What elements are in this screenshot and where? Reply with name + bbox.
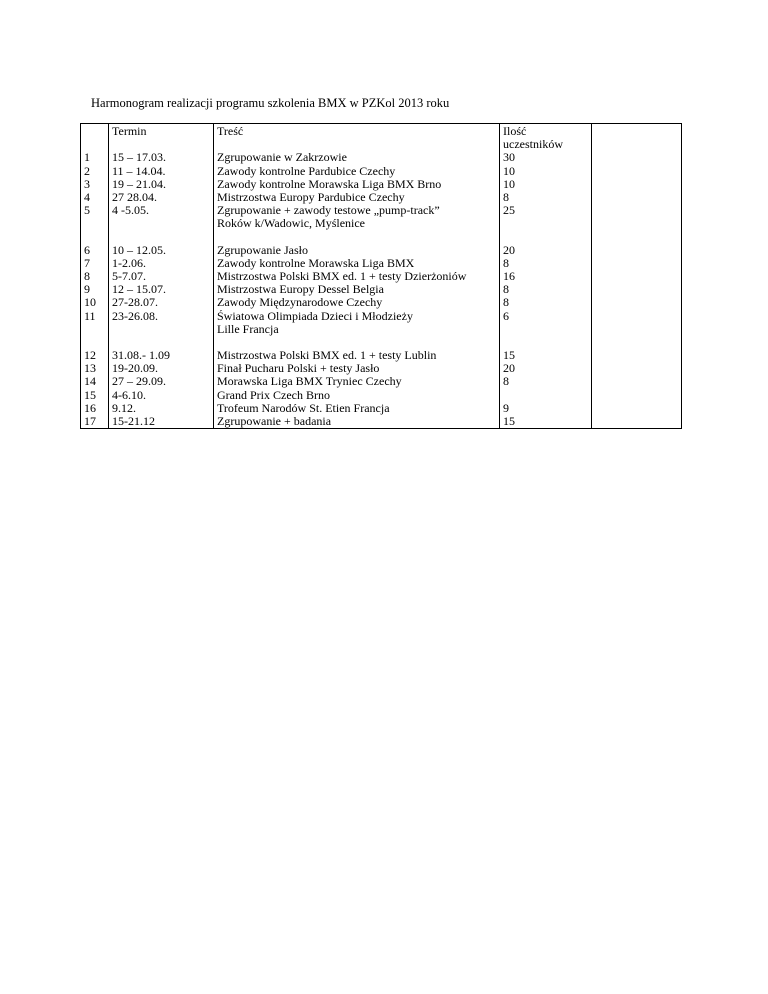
spacer-cell — [81, 231, 109, 244]
row-number: 12 — [81, 349, 109, 362]
row-number: 10 — [81, 296, 109, 309]
row-tresc-line: Mistrzostwa Europy Pardubice Czechy — [217, 191, 405, 205]
table-row — [81, 310, 682, 336]
row-termin: 11 – 14.04. — [109, 165, 214, 178]
row-ilosc: 10 — [500, 178, 592, 191]
row-termin: 19 – 21.04. — [109, 178, 214, 191]
row-extra — [592, 165, 682, 178]
table-row — [81, 257, 682, 270]
spacer-row — [81, 231, 682, 244]
spacer-cell — [214, 231, 500, 244]
row-tresc — [214, 178, 500, 191]
row-extra — [592, 257, 682, 270]
header-no — [81, 124, 109, 152]
row-ilosc: 10 — [500, 165, 592, 178]
row-tresc — [214, 415, 500, 429]
row-tresc — [214, 349, 500, 362]
row-termin: 4 -5.05. — [109, 204, 214, 230]
row-extra — [592, 270, 682, 283]
header-extra — [592, 124, 682, 152]
row-tresc — [214, 402, 500, 415]
row-number: 15 — [81, 389, 109, 402]
row-extra — [592, 375, 682, 388]
row-tresc-line: Zawody Międzynarodowe Czechy — [217, 296, 383, 310]
table-row — [81, 191, 682, 204]
row-tresc-line: Lille Francja — [217, 321, 279, 336]
row-tresc-line: Zawody kontrolne Pardubice Czechy — [217, 164, 396, 178]
table-row — [81, 151, 682, 164]
row-ilosc: 25 — [500, 204, 592, 230]
row-extra — [592, 178, 682, 191]
row-number: 4 — [81, 191, 109, 204]
row-ilosc: 15 — [500, 349, 592, 362]
spacer-cell — [592, 336, 682, 349]
row-termin: 27 – 29.09. — [109, 375, 214, 388]
row-extra — [592, 151, 682, 164]
spacer-cell — [592, 231, 682, 244]
row-ilosc: 20 — [500, 244, 592, 257]
row-ilosc: 16 — [500, 270, 592, 283]
row-termin: 27 28.04. — [109, 191, 214, 204]
row-tresc — [214, 270, 500, 283]
schedule-table — [80, 123, 682, 429]
row-extra — [592, 362, 682, 375]
row-ilosc — [500, 389, 592, 402]
row-number: 3 — [81, 178, 109, 191]
row-extra — [592, 296, 682, 309]
row-tresc-line: Finał Pucharu Polski + testy Jasło — [217, 362, 380, 376]
row-termin: 15 – 17.03. — [109, 151, 214, 164]
table-row — [81, 375, 682, 388]
table-row — [81, 165, 682, 178]
table-row — [81, 178, 682, 191]
spacer-row — [81, 336, 682, 349]
row-tresc — [214, 362, 500, 375]
row-tresc-line: Zgrupowanie Jasło — [217, 243, 308, 257]
row-number: 2 — [81, 165, 109, 178]
row-number: 11 — [81, 310, 109, 336]
row-tresc — [214, 375, 500, 388]
row-tresc-line: Morawska Liga BMX Tryniec Czechy — [217, 375, 402, 389]
row-tresc — [214, 257, 500, 270]
row-termin: 10 – 12.05. — [109, 244, 214, 257]
row-number: 7 — [81, 257, 109, 270]
row-number: 13 — [81, 362, 109, 375]
row-extra — [592, 244, 682, 257]
row-tresc-line: Zgrupowanie + zawody testowe „pump-track” — [217, 204, 440, 218]
row-tresc — [214, 310, 500, 336]
spacer-cell — [214, 336, 500, 349]
row-ilosc: 8 — [500, 375, 592, 388]
header-ilosc-line: uczestników — [503, 137, 563, 152]
header-tresc: Treść — [214, 124, 500, 152]
row-extra — [592, 349, 682, 362]
row-number: 14 — [81, 375, 109, 388]
header-ilosc-line: Ilość — [503, 124, 527, 138]
row-tresc — [214, 296, 500, 309]
row-termin: 5-7.07. — [109, 270, 214, 283]
table-row — [81, 296, 682, 309]
row-tresc — [214, 151, 500, 164]
table-row — [81, 283, 682, 296]
document-title: Harmonogram realizacji programu szkolenia BMX w PZKol 2013 roku — [91, 96, 450, 110]
row-tresc-line: Trofeum Narodów St. Etien Francja — [217, 401, 390, 415]
row-extra — [592, 415, 682, 429]
row-ilosc: 8 — [500, 191, 592, 204]
row-tresc-line: Mistrzostwa Polski BMX ed. 1 + testy Lublin — [217, 349, 437, 363]
row-tresc-line: Mistrzostwa Polski BMX ed. 1 + testy Dzierżoniów — [217, 270, 467, 284]
row-termin: 4-6.10. — [109, 389, 214, 402]
spacer-cell — [500, 336, 592, 349]
row-extra — [592, 204, 682, 230]
spacer-cell — [500, 231, 592, 244]
table-row — [81, 389, 682, 402]
row-tresc — [214, 165, 500, 178]
row-ilosc: 9 — [500, 402, 592, 415]
row-tresc-line: Światowa Olimpiada Dzieci i Młodzieży — [217, 309, 413, 323]
table-row — [81, 270, 682, 283]
row-termin: 19-20.09. — [109, 362, 214, 375]
row-tresc-line: Zgrupowanie w Zakrzowie — [217, 151, 347, 165]
row-number: 1 — [81, 151, 109, 164]
row-termin: 27-28.07. — [109, 296, 214, 309]
row-termin: 31.08.- 1.09 — [109, 349, 214, 362]
row-termin: 1-2.06. — [109, 257, 214, 270]
row-tresc-line: Zawody kontrolne Morawska Liga BMX Brno — [217, 177, 442, 191]
header-row — [81, 124, 682, 152]
row-ilosc: 6 — [500, 310, 592, 336]
spacer-cell — [109, 336, 214, 349]
row-extra — [592, 191, 682, 204]
row-extra — [592, 389, 682, 402]
spacer-cell — [109, 231, 214, 244]
header-termin: Termin — [109, 124, 214, 152]
table-row — [81, 415, 682, 429]
row-number: 8 — [81, 270, 109, 283]
table-row — [81, 362, 682, 375]
table-row — [81, 204, 682, 230]
row-tresc — [214, 204, 500, 230]
schedule-body — [81, 124, 682, 429]
row-ilosc: 8 — [500, 283, 592, 296]
row-extra — [592, 310, 682, 336]
table-row — [81, 402, 682, 415]
row-termin: 12 – 15.07. — [109, 283, 214, 296]
row-extra — [592, 283, 682, 296]
row-ilosc: 20 — [500, 362, 592, 375]
row-ilosc: 8 — [500, 257, 592, 270]
row-termin: 15-21.12 — [109, 415, 214, 429]
row-tresc-line: Mistrzostwa Europy Dessel Belgia — [217, 283, 384, 297]
row-ilosc: 15 — [500, 415, 592, 429]
row-tresc-line: Roków k/Wadowic, Myślenice — [217, 216, 366, 231]
table-row — [81, 244, 682, 257]
row-tresc — [214, 389, 500, 402]
row-number: 9 — [81, 283, 109, 296]
row-number: 16 — [81, 402, 109, 415]
spacer-cell — [81, 336, 109, 349]
row-ilosc: 30 — [500, 151, 592, 164]
table-row — [81, 349, 682, 362]
row-tresc-line: Zgrupowanie + badania — [217, 415, 332, 429]
row-number: 5 — [81, 204, 109, 230]
row-tresc — [214, 283, 500, 296]
row-tresc-line: Grand Prix Czech Brno — [217, 388, 330, 402]
row-termin: 23-26.08. — [109, 310, 214, 336]
row-number: 17 — [81, 415, 109, 429]
row-number: 6 — [81, 244, 109, 257]
row-ilosc: 8 — [500, 296, 592, 309]
row-extra — [592, 402, 682, 415]
row-tresc-line: Zawody kontrolne Morawska Liga BMX — [217, 256, 415, 270]
header-ilosc — [500, 124, 592, 152]
row-tresc — [214, 191, 500, 204]
row-termin: 9.12. — [109, 402, 214, 415]
row-tresc — [214, 244, 500, 257]
